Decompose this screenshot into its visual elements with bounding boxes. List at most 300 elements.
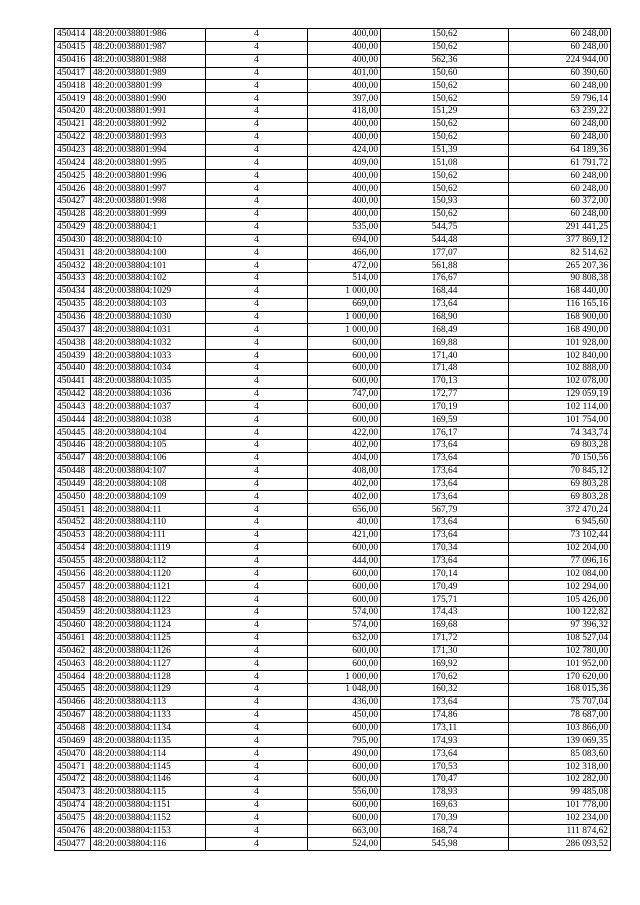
- group-number-cell: 4: [206, 401, 308, 414]
- cadastral-number-cell: 48:20:0038801:99: [91, 80, 206, 93]
- area-cell: 535,00: [308, 221, 381, 234]
- cadastral-value-cell: 61 791,72: [509, 157, 611, 170]
- table-row: [55, 29, 611, 42]
- cadastral-number-cell: 48:20:0038801:987: [91, 41, 206, 54]
- row-id-cell: 450464: [55, 671, 91, 684]
- row-id-cell: 450475: [55, 812, 91, 825]
- cadastral-number-cell: 48:20:0038804:1121: [91, 581, 206, 594]
- cadastral-number-cell: 48:20:0038801:993: [91, 131, 206, 144]
- row-id-cell: 450459: [55, 606, 91, 619]
- cadastral-number-cell: 48:20:0038804:104: [91, 427, 206, 440]
- specific-value-cell: 150,93: [381, 195, 509, 208]
- specific-value-cell: 174,93: [381, 735, 509, 748]
- group-number-cell: 4: [206, 799, 308, 812]
- specific-value-cell: 150,62: [381, 118, 509, 131]
- group-number-cell: 4: [206, 375, 308, 388]
- area-cell: 795,00: [308, 735, 381, 748]
- area-cell: 600,00: [308, 722, 381, 735]
- group-number-cell: 4: [206, 812, 308, 825]
- cadastral-value-cell: 224 944,00: [509, 54, 611, 67]
- group-number-cell: 4: [206, 555, 308, 568]
- area-cell: 1 000,00: [308, 671, 381, 684]
- group-number-cell: 4: [206, 542, 308, 555]
- specific-value-cell: 150,60: [381, 67, 509, 80]
- row-id-cell: 450434: [55, 285, 91, 298]
- area-cell: 397,00: [308, 93, 381, 106]
- area-cell: 400,00: [308, 208, 381, 221]
- specific-value-cell: 170,62: [381, 671, 509, 684]
- specific-value-cell: 173,64: [381, 555, 509, 568]
- table-row: [55, 41, 611, 54]
- row-id-cell: 450467: [55, 709, 91, 722]
- cadastral-value-cell: 102 204,00: [509, 542, 611, 555]
- group-number-cell: 4: [206, 208, 308, 221]
- table-row: [55, 80, 611, 93]
- cadastral-value-cell: 97 396,32: [509, 619, 611, 632]
- row-id-cell: 450427: [55, 195, 91, 208]
- row-id-cell: 450472: [55, 773, 91, 786]
- table-row: [55, 350, 611, 363]
- specific-value-cell: 168,49: [381, 324, 509, 337]
- cadastral-number-cell: 48:20:0038804:115: [91, 786, 206, 799]
- cadastral-number-cell: 48:20:0038801:989: [91, 67, 206, 80]
- group-number-cell: 4: [206, 838, 308, 851]
- row-id-cell: 450440: [55, 362, 91, 375]
- area-cell: 669,00: [308, 298, 381, 311]
- row-id-cell: 450425: [55, 170, 91, 183]
- cadastral-number-cell: 48:20:0038801:997: [91, 183, 206, 196]
- cadastral-value-cell: 102 114,00: [509, 401, 611, 414]
- area-cell: 600,00: [308, 645, 381, 658]
- specific-value-cell: 160,32: [381, 684, 509, 697]
- table-row: [55, 247, 611, 260]
- cadastral-value-cell: 77 096,16: [509, 555, 611, 568]
- area-cell: 418,00: [308, 106, 381, 119]
- cadastral-value-cell: 102 294,00: [509, 581, 611, 594]
- cadastral-number-cell: 48:20:0038804:109: [91, 491, 206, 504]
- specific-value-cell: 561,88: [381, 260, 509, 273]
- area-cell: 400,00: [308, 195, 381, 208]
- specific-value-cell: 150,62: [381, 131, 509, 144]
- cadastral-value-cell: 6 945,60: [509, 517, 611, 530]
- area-cell: 1 000,00: [308, 324, 381, 337]
- specific-value-cell: 562,36: [381, 54, 509, 67]
- table-row: [55, 260, 611, 273]
- row-id-cell: 450424: [55, 157, 91, 170]
- area-cell: 600,00: [308, 799, 381, 812]
- specific-value-cell: 174,86: [381, 709, 509, 722]
- cadastral-number-cell: 48:20:0038804:11: [91, 504, 206, 517]
- group-number-cell: 4: [206, 452, 308, 465]
- row-id-cell: 450419: [55, 93, 91, 106]
- table-row: [55, 273, 611, 286]
- area-cell: 600,00: [308, 542, 381, 555]
- area-cell: 747,00: [308, 388, 381, 401]
- cadastral-value-cell: 101 754,00: [509, 414, 611, 427]
- cadastral-value-cell: 111 874,62: [509, 825, 611, 838]
- cadastral-value-cell: 78 687,00: [509, 709, 611, 722]
- row-id-cell: 450418: [55, 80, 91, 93]
- area-cell: 600,00: [308, 581, 381, 594]
- specific-value-cell: 171,40: [381, 350, 509, 363]
- cadastral-value-cell: 265 207,36: [509, 260, 611, 273]
- table-row: [55, 722, 611, 735]
- specific-value-cell: 150,62: [381, 183, 509, 196]
- area-cell: 466,00: [308, 247, 381, 260]
- cadastral-number-cell: 48:20:0038804:112: [91, 555, 206, 568]
- group-number-cell: 4: [206, 350, 308, 363]
- cadastral-value-cell: 102 780,00: [509, 645, 611, 658]
- cadastral-value-cell: 70 845,12: [509, 465, 611, 478]
- specific-value-cell: 173,64: [381, 491, 509, 504]
- table-row: [55, 825, 611, 838]
- area-cell: 600,00: [308, 594, 381, 607]
- table-row: [55, 452, 611, 465]
- row-id-cell: 450466: [55, 696, 91, 709]
- specific-value-cell: 170,49: [381, 581, 509, 594]
- table-row: [55, 838, 611, 851]
- area-cell: 656,00: [308, 504, 381, 517]
- group-number-cell: 4: [206, 748, 308, 761]
- area-cell: 421,00: [308, 529, 381, 542]
- specific-value-cell: 170,47: [381, 773, 509, 786]
- cadastral-number-cell: 48:20:0038804:106: [91, 452, 206, 465]
- specific-value-cell: 168,74: [381, 825, 509, 838]
- area-cell: 490,00: [308, 748, 381, 761]
- cadastral-number-cell: 48:20:0038804:1035: [91, 375, 206, 388]
- group-number-cell: 4: [206, 517, 308, 530]
- table-row: [55, 208, 611, 221]
- row-id-cell: 450474: [55, 799, 91, 812]
- row-id-cell: 450453: [55, 529, 91, 542]
- specific-value-cell: 177,07: [381, 247, 509, 260]
- row-id-cell: 450445: [55, 427, 91, 440]
- cadastral-number-cell: 48:20:0038804:100: [91, 247, 206, 260]
- cadastral-number-cell: 48:20:0038801:994: [91, 144, 206, 157]
- area-cell: 444,00: [308, 555, 381, 568]
- specific-value-cell: 171,72: [381, 632, 509, 645]
- specific-value-cell: 173,64: [381, 298, 509, 311]
- area-cell: 556,00: [308, 786, 381, 799]
- row-id-cell: 450439: [55, 350, 91, 363]
- row-id-cell: 450448: [55, 465, 91, 478]
- area-cell: 574,00: [308, 606, 381, 619]
- table-row: [55, 337, 611, 350]
- cadastral-value-table: [54, 28, 611, 851]
- cadastral-number-cell: 48:20:0038804:1153: [91, 825, 206, 838]
- specific-value-cell: 170,39: [381, 812, 509, 825]
- group-number-cell: 4: [206, 221, 308, 234]
- cadastral-number-cell: 48:20:0038801:998: [91, 195, 206, 208]
- cadastral-number-cell: 48:20:0038804:113: [91, 696, 206, 709]
- group-number-cell: 4: [206, 696, 308, 709]
- cadastral-number-cell: 48:20:0038804:1151: [91, 799, 206, 812]
- cadastral-number-cell: 48:20:0038804:1029: [91, 285, 206, 298]
- cadastral-number-cell: 48:20:0038801:988: [91, 54, 206, 67]
- cadastral-number-cell: 48:20:0038804:1120: [91, 568, 206, 581]
- group-number-cell: 4: [206, 144, 308, 157]
- table-row: [55, 504, 611, 517]
- group-number-cell: 4: [206, 645, 308, 658]
- cadastral-number-cell: 48:20:0038804:1038: [91, 414, 206, 427]
- table-row: [55, 324, 611, 337]
- area-cell: 600,00: [308, 812, 381, 825]
- row-id-cell: 450442: [55, 388, 91, 401]
- row-id-cell: 450457: [55, 581, 91, 594]
- cadastral-value-cell: 102 282,00: [509, 773, 611, 786]
- cadastral-number-cell: 48:20:0038801:986: [91, 29, 206, 42]
- row-id-cell: 450433: [55, 273, 91, 286]
- row-id-cell: 450468: [55, 722, 91, 735]
- cadastral-value-cell: 101 928,00: [509, 337, 611, 350]
- area-cell: 424,00: [308, 144, 381, 157]
- table-row: [55, 517, 611, 530]
- cadastral-value-cell: 82 514,62: [509, 247, 611, 260]
- area-cell: 524,00: [308, 838, 381, 851]
- row-id-cell: 450430: [55, 234, 91, 247]
- cadastral-number-cell: 48:20:0038804:102: [91, 273, 206, 286]
- specific-value-cell: 173,64: [381, 452, 509, 465]
- table-row: [55, 440, 611, 453]
- specific-value-cell: 151,39: [381, 144, 509, 157]
- table-row: [55, 221, 611, 234]
- group-number-cell: 4: [206, 67, 308, 80]
- area-cell: 600,00: [308, 761, 381, 774]
- specific-value-cell: 173,64: [381, 478, 509, 491]
- row-id-cell: 450421: [55, 118, 91, 131]
- group-number-cell: 4: [206, 298, 308, 311]
- cadastral-value-cell: 60 248,00: [509, 80, 611, 93]
- group-number-cell: 4: [206, 722, 308, 735]
- group-number-cell: 4: [206, 606, 308, 619]
- row-id-cell: 450416: [55, 54, 91, 67]
- group-number-cell: 4: [206, 491, 308, 504]
- group-number-cell: 4: [206, 362, 308, 375]
- area-cell: 408,00: [308, 465, 381, 478]
- specific-value-cell: 173,64: [381, 748, 509, 761]
- row-id-cell: 450417: [55, 67, 91, 80]
- cadastral-value-cell: 102 840,00: [509, 350, 611, 363]
- cadastral-value-cell: 116 165,16: [509, 298, 611, 311]
- group-number-cell: 4: [206, 465, 308, 478]
- specific-value-cell: 151,29: [381, 106, 509, 119]
- cadastral-value-cell: 60 248,00: [509, 208, 611, 221]
- table-row: [55, 375, 611, 388]
- row-id-cell: 450438: [55, 337, 91, 350]
- group-number-cell: 4: [206, 131, 308, 144]
- table-row: [55, 465, 611, 478]
- specific-value-cell: 173,11: [381, 722, 509, 735]
- cadastral-value-cell: 102 234,00: [509, 812, 611, 825]
- area-cell: 400,00: [308, 54, 381, 67]
- table-row: [55, 555, 611, 568]
- cadastral-number-cell: 48:20:0038801:995: [91, 157, 206, 170]
- cadastral-value-cell: 102 318,00: [509, 761, 611, 774]
- cadastral-value-cell: 168 490,00: [509, 324, 611, 337]
- area-cell: 402,00: [308, 491, 381, 504]
- cadastral-number-cell: 48:20:0038804:1: [91, 221, 206, 234]
- cadastral-number-cell: 48:20:0038804:1146: [91, 773, 206, 786]
- area-cell: 694,00: [308, 234, 381, 247]
- group-number-cell: 4: [206, 504, 308, 517]
- group-number-cell: 4: [206, 93, 308, 106]
- group-number-cell: 4: [206, 157, 308, 170]
- row-id-cell: 450454: [55, 542, 91, 555]
- cadastral-value-cell: 139 069,35: [509, 735, 611, 748]
- cadastral-number-cell: 48:20:0038804:1122: [91, 594, 206, 607]
- row-id-cell: 450414: [55, 29, 91, 42]
- group-number-cell: 4: [206, 118, 308, 131]
- table-row: [55, 93, 611, 106]
- group-number-cell: 4: [206, 619, 308, 632]
- group-number-cell: 4: [206, 170, 308, 183]
- cadastral-value-cell: 69 803,28: [509, 478, 611, 491]
- area-cell: 400,00: [308, 170, 381, 183]
- area-cell: 1 000,00: [308, 311, 381, 324]
- area-cell: 632,00: [308, 632, 381, 645]
- cadastral-number-cell: 48:20:0038801:991: [91, 106, 206, 119]
- table-row: [55, 799, 611, 812]
- cadastral-number-cell: 48:20:0038804:1134: [91, 722, 206, 735]
- table-row: [55, 388, 611, 401]
- row-id-cell: 450465: [55, 684, 91, 697]
- cadastral-value-cell: 60 248,00: [509, 170, 611, 183]
- cadastral-number-cell: 48:20:0038804:116: [91, 838, 206, 851]
- table-row: [55, 234, 611, 247]
- cadastral-number-cell: 48:20:0038804:1123: [91, 606, 206, 619]
- cadastral-number-cell: 48:20:0038804:1128: [91, 671, 206, 684]
- table-row: [55, 581, 611, 594]
- cadastral-value-cell: 102 084,00: [509, 568, 611, 581]
- cadastral-value-cell: 60 372,00: [509, 195, 611, 208]
- group-number-cell: 4: [206, 594, 308, 607]
- specific-value-cell: 173,64: [381, 696, 509, 709]
- cadastral-value-cell: 170 620,00: [509, 671, 611, 684]
- cadastral-value-cell: 85 083,60: [509, 748, 611, 761]
- specific-value-cell: 151,08: [381, 157, 509, 170]
- cadastral-number-cell: 48:20:0038804:1119: [91, 542, 206, 555]
- area-cell: 400,00: [308, 131, 381, 144]
- specific-value-cell: 170,13: [381, 375, 509, 388]
- row-id-cell: 450462: [55, 645, 91, 658]
- specific-value-cell: 171,30: [381, 645, 509, 658]
- row-id-cell: 450420: [55, 106, 91, 119]
- cadastral-value-cell: 69 803,28: [509, 491, 611, 504]
- table-row: [55, 106, 611, 119]
- row-id-cell: 450461: [55, 632, 91, 645]
- area-cell: 600,00: [308, 414, 381, 427]
- group-number-cell: 4: [206, 54, 308, 67]
- cadastral-value-cell: 102 078,00: [509, 375, 611, 388]
- specific-value-cell: 150,62: [381, 208, 509, 221]
- table-row: [55, 684, 611, 697]
- specific-value-cell: 172,77: [381, 388, 509, 401]
- cadastral-number-cell: 48:20:0038801:990: [91, 93, 206, 106]
- cadastral-number-cell: 48:20:0038804:1133: [91, 709, 206, 722]
- table-row: [55, 671, 611, 684]
- area-cell: 400,00: [308, 118, 381, 131]
- cadastral-number-cell: 48:20:0038801:992: [91, 118, 206, 131]
- cadastral-value-cell: 168 900,00: [509, 311, 611, 324]
- cadastral-value-cell: 69 803,28: [509, 440, 611, 453]
- row-id-cell: 450431: [55, 247, 91, 260]
- cadastral-number-cell: 48:20:0038804:1145: [91, 761, 206, 774]
- row-id-cell: 450477: [55, 838, 91, 851]
- area-cell: 600,00: [308, 337, 381, 350]
- specific-value-cell: 175,71: [381, 594, 509, 607]
- table-row: [55, 362, 611, 375]
- area-cell: 401,00: [308, 67, 381, 80]
- row-id-cell: 450415: [55, 41, 91, 54]
- area-cell: 402,00: [308, 478, 381, 491]
- group-number-cell: 4: [206, 773, 308, 786]
- row-id-cell: 450436: [55, 311, 91, 324]
- cadastral-number-cell: 48:20:0038804:111: [91, 529, 206, 542]
- cadastral-number-cell: 48:20:0038804:1124: [91, 619, 206, 632]
- specific-value-cell: 150,62: [381, 170, 509, 183]
- area-cell: 600,00: [308, 375, 381, 388]
- cadastral-number-cell: 48:20:0038804:1152: [91, 812, 206, 825]
- cadastral-number-cell: 48:20:0038804:1033: [91, 350, 206, 363]
- specific-value-cell: 168,44: [381, 285, 509, 298]
- cadastral-number-cell: 48:20:0038804:1135: [91, 735, 206, 748]
- row-id-cell: 450449: [55, 478, 91, 491]
- group-number-cell: 4: [206, 478, 308, 491]
- area-cell: 600,00: [308, 350, 381, 363]
- group-number-cell: 4: [206, 388, 308, 401]
- specific-value-cell: 174,43: [381, 606, 509, 619]
- cadastral-value-cell: 64 189,36: [509, 144, 611, 157]
- area-cell: 600,00: [308, 658, 381, 671]
- table-row: [55, 195, 611, 208]
- cadastral-number-cell: 48:20:0038804:1032: [91, 337, 206, 350]
- area-cell: 514,00: [308, 273, 381, 286]
- table-row: [55, 311, 611, 324]
- group-number-cell: 4: [206, 337, 308, 350]
- group-number-cell: 4: [206, 658, 308, 671]
- cadastral-value-cell: 105 426,00: [509, 594, 611, 607]
- table-row: [55, 67, 611, 80]
- area-cell: 1 048,00: [308, 684, 381, 697]
- specific-value-cell: 150,62: [381, 29, 509, 42]
- area-cell: 402,00: [308, 440, 381, 453]
- cadastral-value-cell: 90 808,38: [509, 273, 611, 286]
- table-body: [55, 29, 611, 851]
- cadastral-value-cell: 73 102,44: [509, 529, 611, 542]
- area-cell: 472,00: [308, 260, 381, 273]
- cadastral-number-cell: 48:20:0038804:1031: [91, 324, 206, 337]
- area-cell: 600,00: [308, 773, 381, 786]
- cadastral-number-cell: 48:20:0038804:1127: [91, 658, 206, 671]
- row-id-cell: 450460: [55, 619, 91, 632]
- group-number-cell: 4: [206, 786, 308, 799]
- table-row: [55, 118, 611, 131]
- row-id-cell: 450429: [55, 221, 91, 234]
- cadastral-number-cell: 48:20:0038804:1126: [91, 645, 206, 658]
- cadastral-value-cell: 103 866,00: [509, 722, 611, 735]
- specific-value-cell: 169,88: [381, 337, 509, 350]
- cadastral-number-cell: 48:20:0038804:10: [91, 234, 206, 247]
- specific-value-cell: 567,79: [381, 504, 509, 517]
- row-id-cell: 450426: [55, 183, 91, 196]
- specific-value-cell: 150,62: [381, 80, 509, 93]
- area-cell: 436,00: [308, 696, 381, 709]
- table-row: [55, 606, 611, 619]
- specific-value-cell: 169,92: [381, 658, 509, 671]
- group-number-cell: 4: [206, 324, 308, 337]
- row-id-cell: 450469: [55, 735, 91, 748]
- cadastral-value-cell: 168 015,36: [509, 684, 611, 697]
